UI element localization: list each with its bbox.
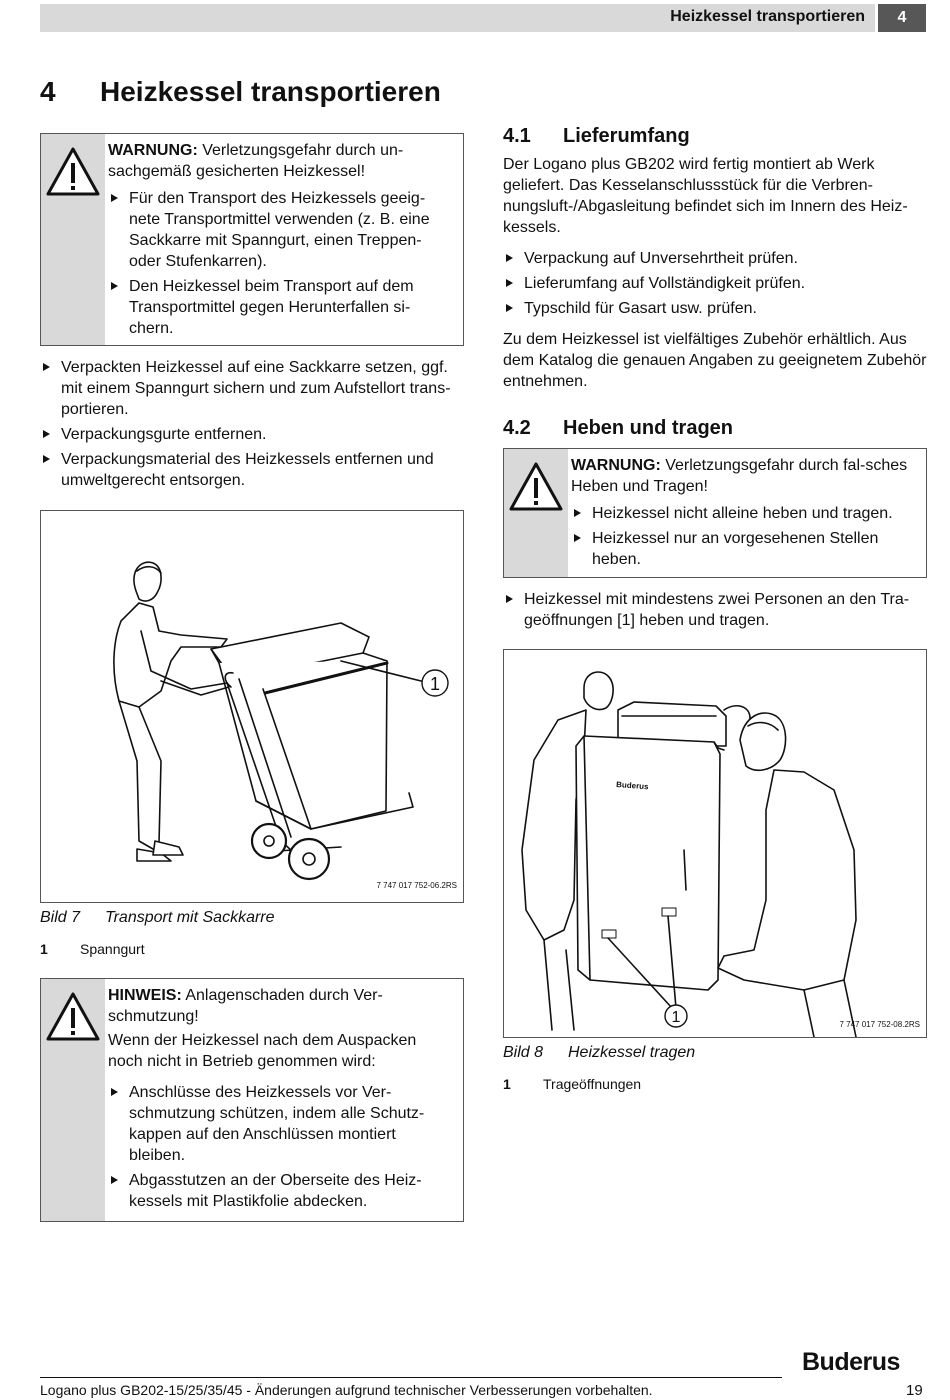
boiler-carrying-illustration xyxy=(504,650,926,1037)
warning-lead: Verletzungsgefahr durch fal-sches Heben und Tragen! xyxy=(571,457,908,495)
figure8-caption: Heizkessel tragen xyxy=(568,1044,696,1061)
figure8-legend-text: Trageöffnungen xyxy=(543,1076,642,1092)
running-title: Heizkessel transportieren xyxy=(670,8,865,25)
list-item: Verpackung auf Unversehrtheit prüfen. xyxy=(503,248,928,269)
list-item: Anschlüsse des Heizkessels vor Ver-schmutzung schützen, indem alle Schutz-kappen auf den Anschlüssen montiert bleiben. xyxy=(108,1082,453,1166)
list-item: Verpackungsmaterial des Heizkessels entfernen und umweltgerecht entsorgen. xyxy=(40,449,465,491)
warning-label: WARNUNG: xyxy=(108,142,198,159)
footer-rule xyxy=(40,1377,782,1378)
warning-box-lifting xyxy=(503,448,927,578)
list-item: Heizkessel nur an vorgesehenen Stellen heben. xyxy=(571,528,916,570)
brand-logo: Buderus xyxy=(802,1348,900,1376)
figure7-callout: 1 xyxy=(429,674,441,694)
section-4-1-content xyxy=(503,154,928,392)
figure7-legend-text: Spanngurt xyxy=(80,941,145,957)
notice-paragraph: Wenn der Heizkessel nach dem Auspacken noch nicht in Betrieb genommen wird: xyxy=(108,1032,417,1070)
figure8-legend-number: 1 xyxy=(503,1076,511,1092)
chapter-title: Heizkessel transportieren xyxy=(100,76,441,107)
figure8-callout: 1 xyxy=(671,1009,681,1026)
list-item: Verpackten Heizkessel auf eine Sackkarre setzen, ggf. mit einem Spanngurt sichern und zum Aufstellort trans-portieren. xyxy=(40,357,465,420)
figure7-code: 7 747 017 752-06.2RS xyxy=(376,881,457,890)
warning-triangle-icon xyxy=(45,989,101,1045)
page-number: 19 xyxy=(906,1382,923,1399)
notice-label: HINWEIS: xyxy=(108,987,182,1004)
list-item: Typschild für Gasart usw. prüfen. xyxy=(503,298,928,319)
boiler-logo: Buderus xyxy=(615,780,649,792)
notice-lead: Anlagenschaden durch Ver-schmutzung! xyxy=(108,987,383,1025)
figure-8 xyxy=(503,649,927,1038)
list-item: Für den Transport des Heizkessels geeig-nete Transportmittel verwenden (z. B. eine Sackkarre mit Spanngurt, einen Treppen- oder Stufenkarren). xyxy=(108,188,453,272)
chapter-number: 4 xyxy=(40,76,56,107)
transport-steps xyxy=(40,357,465,495)
list-item: Heizkessel mit mindestens zwei Personen an den Tra-geöffnungen [1] heben und tragen. xyxy=(503,589,928,631)
lifting-steps xyxy=(503,589,928,635)
section-4-1-title: Lieferumfang xyxy=(563,125,690,147)
figure8-caption-number: Bild 8 xyxy=(503,1044,544,1061)
figure-7 xyxy=(40,510,464,903)
section-4-2-title: Heben und tragen xyxy=(563,417,734,439)
figure7-legend-number: 1 xyxy=(40,941,48,957)
section-4-1-paragraph-2: Zu dem Heizkessel ist vielfältiges Zubehör erhältlich. Aus dem Katalog die genauen Angaben zu geeignetem Zubehör entnehmen. xyxy=(503,331,927,390)
warning-triangle-icon xyxy=(45,144,101,200)
section-4-2-number: 4.2 xyxy=(503,417,531,439)
section-4-1-number: 4.1 xyxy=(503,125,531,147)
chapter-tab: 4 xyxy=(878,4,926,32)
figure7-caption-number: Bild 7 xyxy=(40,909,81,926)
warning-label: WARNUNG: xyxy=(571,457,661,474)
warning-lead: Verletzungsgefahr durch un-sachgemäß gesicherten Heizkessel! xyxy=(108,142,404,180)
list-item: Den Heizkessel beim Transport auf dem Transportmittel gegen Herunterfallen si-chern. xyxy=(108,276,453,339)
warning-box-transport xyxy=(40,133,464,346)
footer-text: Logano plus GB202-15/25/35/45 - Änderungen aufgrund technischer Verbesserungen vorbehalten. xyxy=(40,1382,653,1398)
hand-truck-illustration xyxy=(41,511,463,902)
section-4-1-paragraph: Der Logano plus GB202 wird fertig montiert ab Werk geliefert. Das Kesselanschlussstück für die Verbren-nungsluft-/Abgasleitung befindet sich im Innern des Heiz-kessels. xyxy=(503,156,908,236)
figure8-code: 7 747 017 752-08.2RS xyxy=(839,1020,920,1029)
list-item: Heizkessel nicht alleine heben und tragen. xyxy=(571,503,916,524)
list-item: Abgasstutzen an der Oberseite des Heiz-kessels mit Plastikfolie abdecken. xyxy=(108,1170,453,1212)
figure7-caption: Transport mit Sackkarre xyxy=(105,909,275,926)
warning-triangle-icon xyxy=(508,459,564,515)
notice-box xyxy=(40,978,464,1222)
list-item: Lieferumfang auf Vollständigkeit prüfen. xyxy=(503,273,928,294)
list-item: Verpackungsgurte entfernen. xyxy=(40,424,465,445)
